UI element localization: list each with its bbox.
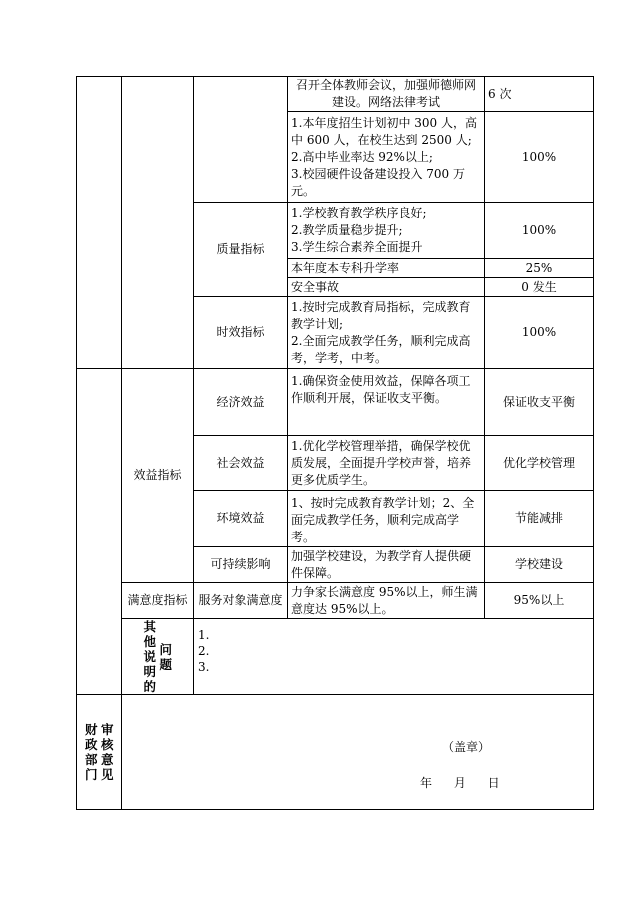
indicator-value: 0 发生 xyxy=(485,278,594,297)
performance-table xyxy=(76,76,594,810)
indicator-text: 1.优化学校管理举措，确保学校优质发展，全面提升学校声誉，培养更多优质学生。 xyxy=(288,436,485,491)
indicator-value: 25% xyxy=(485,259,594,278)
indicator-text: 安全事故 xyxy=(288,278,485,297)
primary-label-benefit: 效益指标 xyxy=(122,369,194,583)
secondary-label: 经济效益 xyxy=(194,369,288,436)
indicator-text: 1.本年度招生计划初中 300 人，高中 600 人，在校生达到 2500 人; 2.高中毕业率达 92%以上; 3.校园硬件设备建设投入 700 万元。 xyxy=(288,112,485,203)
indicator-value: 100% xyxy=(485,203,594,259)
issue-line-3: 3. xyxy=(198,660,210,674)
indicator-text: 1、按时完成教育教学计划；2、全面完成教学任务，顺利完成高学考。 xyxy=(288,491,485,547)
issue-line-1: 1. xyxy=(198,628,210,642)
seal-text: （盖章） xyxy=(442,740,491,754)
blank-category-cell xyxy=(77,369,122,695)
indicator-value: 6 次 xyxy=(485,77,594,112)
indicator-text: 1.确保资金使用效益，保障各项工作顺利开展，保证收支平衡。 xyxy=(288,369,485,436)
primary-label-satisfaction: 满意度指标 xyxy=(122,583,194,619)
date-text: 年 月 日 xyxy=(420,776,500,790)
indicator-text: 力争家长满意度 95%以上，师生满意度达 95%以上。 xyxy=(288,583,485,619)
label-col2: 审 核 意 见 xyxy=(101,722,114,782)
label-col1: 其 他 说 明 的 xyxy=(143,619,157,694)
finance-review-content xyxy=(122,695,594,810)
indicator-value: 95%以上 xyxy=(485,583,594,619)
blank-primary-cell xyxy=(122,77,194,369)
other-issues-content xyxy=(194,619,594,695)
indicator-text: 加强学校建设，为教学育人提供硬件保障。 xyxy=(288,547,485,583)
secondary-label: 环境效益 xyxy=(194,491,288,547)
secondary-label: 社会效益 xyxy=(194,436,288,491)
secondary-label-timeliness: 时效指标 xyxy=(194,297,288,369)
indicator-value: 100% xyxy=(485,112,594,203)
finance-review-label xyxy=(77,695,122,810)
indicator-value: 保证收支平衡 xyxy=(485,369,594,436)
label-col1: 财 政 部 门 xyxy=(85,722,98,782)
indicator-text: 1.学校教育教学秩序良好; 2.教学质量稳步提升; 3.学生综合素养全面提升 xyxy=(288,203,485,259)
secondary-label: 可持续影响 xyxy=(194,547,288,583)
indicator-text: 1.按时完成教育局指标，完成教育教学计划; 2.全面完成教学任务，顺利完成高考，学考，中考。 xyxy=(288,297,485,369)
indicator-value: 100% xyxy=(485,297,594,369)
indicator-text: 本年度本专科升学率 xyxy=(288,259,485,278)
secondary-label-quality: 质量指标 xyxy=(194,203,288,297)
issue-line-2: 2. xyxy=(198,644,210,658)
indicator-value: 节能减排 xyxy=(485,491,594,547)
blank-category-cell xyxy=(77,77,122,369)
secondary-label: 服务对象满意度 xyxy=(194,583,288,619)
blank-secondary-cell xyxy=(194,77,288,203)
label-col2: 问 题 xyxy=(159,641,173,672)
indicator-value: 优化学校管理 xyxy=(485,436,594,491)
indicator-value: 学校建设 xyxy=(485,547,594,583)
other-issues-label xyxy=(122,619,194,695)
indicator-text: 召开全体教师会议，加强师德师网建设。网络法律考试 xyxy=(288,77,485,112)
